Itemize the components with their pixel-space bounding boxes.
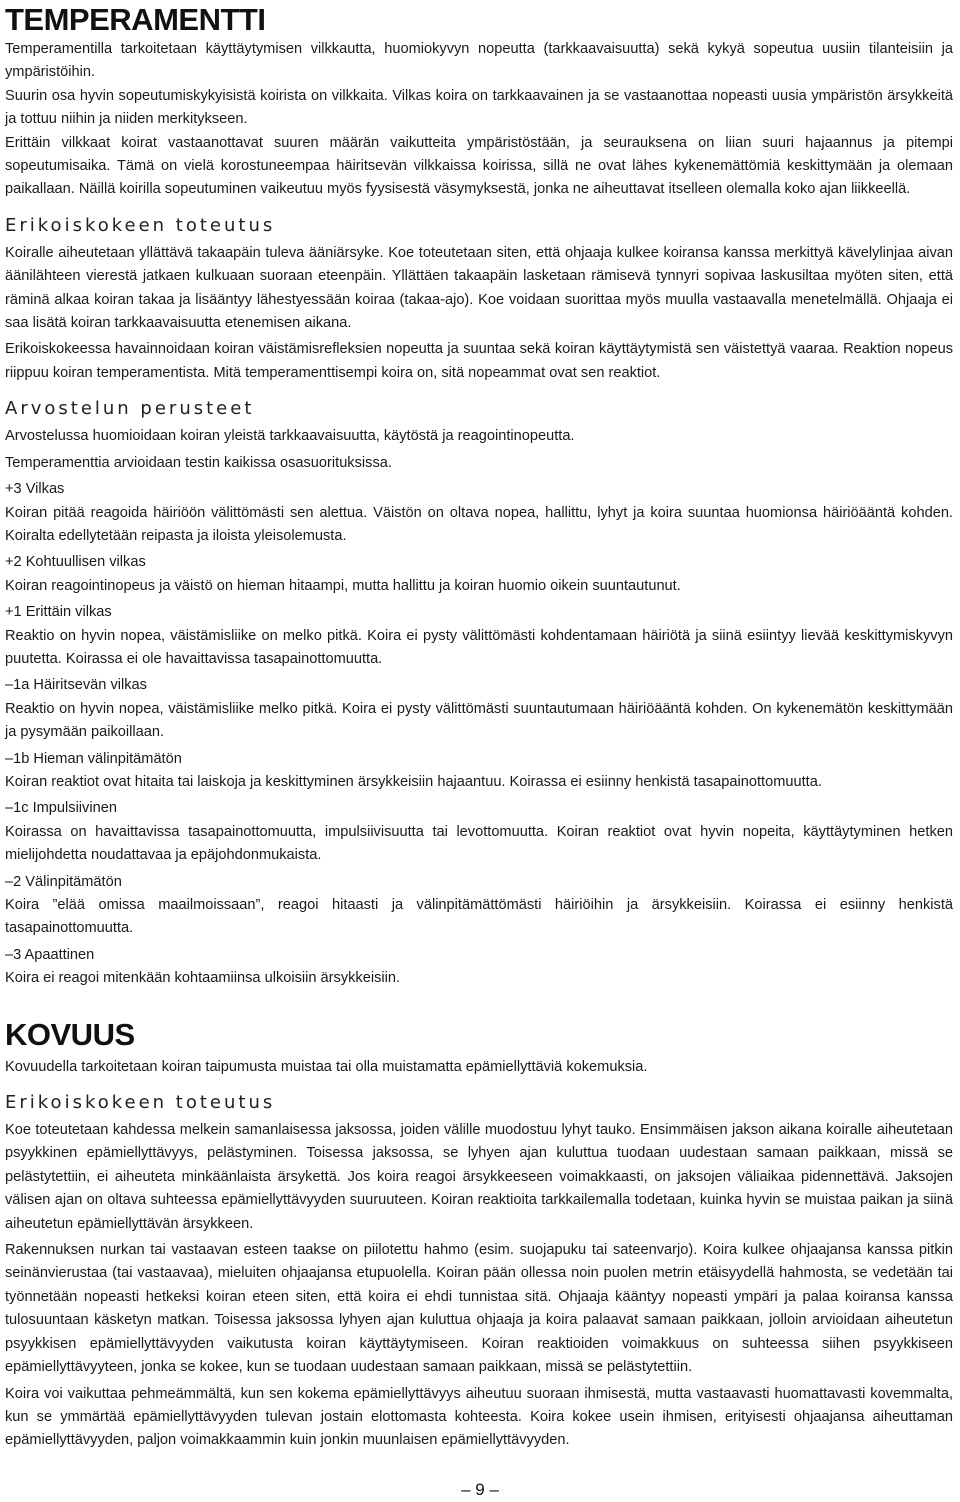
paragraph: Rakennuksen nurkan tai vastaavan esteen taakse on piilotettu hahmo (esim. suojapuku tai sateenvarjo). Koira kulkee ohjaajansa kanssa pitkin seinänvierustaa (tai vastaavaa), mieluiten ohjaajansa etupuolella. Koiran pään ollessa noin puolen metrin etäisyydellä hahmosta, se vedetään tai työnnetään nopeasti hetkeksi koiran eteen siten, että koira ei ehdi tunnistaa sitä. Ohjaaja kääntyy nopeasti ympäri ja palaa koiransa kanssa tulosuuntaan käsketyn matkan. Toisessa jaksossa lyhyen ajan kuluttua ohjaaja ja koira palaavat samaan paikkaan, jolloin arvioidaan aiheutetun psyykkisen epämiellyttävyyden vaikutusta koiran käyttäytymiseen. Koiran reaktioiden voimakkuus on suhteessa siihen psyykkiseen epämiellyttävyyteen, jonka se kokee, kun se tuodaan uudestaan samaan paikkaan, missä se pelästytettiin. bbox=[5, 1242, 953, 1376]
paragraph: Suurin osa hyvin sopeutumiskykyisistä koirista on vilkkaita. Vilkas koira on tarkkaavainen ja se vastaanottaa nopeasti uusia ympäristön ärsykkeitä ja tottuu niihin ja niiden merkitykseen. bbox=[5, 87, 953, 128]
subheading-toteutus: Erikoiskokeen toteutus bbox=[5, 1092, 276, 1114]
grade-label: –1c Impulsiivinen bbox=[5, 800, 117, 817]
page-number: – 9 – bbox=[461, 1480, 499, 1499]
grade-text: Koirassa on havaittavissa tasapainottomuutta, impulsiivisuutta tai levottomuutta. Koiran reaktiot ovat hyvin nopeita, käyttäytyminen hetken mielijohdetta noudattavaa ja epäjohdonmukaista. bbox=[5, 823, 953, 864]
grade-label: –1a Häiritsevän vilkas bbox=[5, 677, 147, 694]
grade-text: Reaktio on hyvin nopea, väistämisliike on melko pitkä. Koira ei pysty välittömästi kohdentamaan häiriötä ja siinä esiintyy lievää keskittymiskyvyn puutetta. Koirassa ei ole havaittavissa tasapainottomuutta. bbox=[5, 627, 953, 667]
grade-label: +3 Vilkas bbox=[5, 481, 65, 498]
grade-label: –3 Apaattinen bbox=[5, 946, 95, 963]
intro-paragraph: Kovuudella tarkoitetaan koiran taipumusta muistaa tai olla muistamatta epämiellyttäviä kokemuksia. bbox=[5, 1058, 648, 1075]
paragraph: Erittäin vilkkaat koirat vastaanottavat suuren määrän vaikutteita ympäristöstään, ja seurauksena on liian suuri hajaannus ja pitempi sopeutumisaika. Tämä on vielä korostuneempaa häiritsevän vilkkaissa koirissa, sillä ne ovat lähes kykenemättömiä keskittymään ja olemaan paikallaan. Näillä koirilla sopeutuminen vaikeutuu myös fyysisestä väsymyksestä, jonka ne aiheuttavat itselleen olemalla koko ajan liikkeellä. bbox=[5, 134, 953, 198]
grade-label: +1 Erittäin vilkas bbox=[5, 604, 112, 621]
grade-text: Koiran reaktiot ovat hitaita tai laiskoja ja keskittyminen ärsykkeisiin hajaantuu. Koirassa ei esiinny henkistä tasapainottomuutta. bbox=[5, 773, 822, 790]
grade-text: Koiran pitää reagoida häiriöön välittömästi sen alettua. Väistön on oltava nopea, hallittu, lyhyt ja koira suuntaa huomionsa häiriöääntä kohden. Koiralta edellytetään reipasta ja iloista yleisolemusta. bbox=[5, 504, 953, 544]
grade-text: Koiran reagointinopeus ja väistö on hieman hitaampi, mutta hallittu ja koiran huomio oikein suuntautunut. bbox=[5, 577, 681, 594]
section-title-temperamentti: TEMPERAMENTTI bbox=[5, 2, 266, 37]
paragraph: Arvostelussa huomioidaan koiran yleistä tarkkaavaisuutta, käytöstä ja reagointinopeutta. bbox=[5, 428, 575, 445]
intro-paragraph: Temperamentilla tarkoitetaan käyttäytymisen vilkkautta, huomiokyvyn nopeutta (tarkkaavaisuutta) sekä kykyä sopeutua uusiin tilanteisiin ja ympäristöihin. bbox=[5, 41, 953, 81]
subheading-toteutus: Erikoiskokeen toteutus bbox=[5, 214, 276, 236]
paragraph: Koira voi vaikuttaa pehmeämmältä, kun sen kokema epämiellyttävyys aiheutuu suoraan ihmisestä, mutta vastaavasti huomattavasti kovemmalta, kun se ymmärtää epämiellyttävyyden tulevan jostain elottomasta kohteesta. Koira kokee usein ihmisen, erityisesti ohjaajansa aiheuttaman epämiellyttävyyden, paljon voimakkaammin kuin jonkin muunlaisen epämiellyttävyyden. bbox=[5, 1385, 953, 1449]
grade-label: –2 Välinpitämätön bbox=[5, 873, 122, 890]
grade-label: –1b Hieman välinpitämätön bbox=[5, 750, 182, 767]
grade-label: +2 Kohtuullisen vilkas bbox=[5, 554, 146, 571]
grade-text: Reaktio on hyvin nopea, väistämisliike melko pitkä. Koira ei pysty välittömästi suuntautumaan häiriöääntä kohden. On kykenemätön keskittymään ja pysymään paikoillaan. bbox=[5, 700, 953, 741]
paragraph: Koiralle aiheutetaan yllättävä takaapäin tuleva ääniärsyke. Koe toteutetaan siten, että ohjaaja kulkee koiransa kanssa merkittyä kävelylinjaa aivan äänilähteen vierestä jatkaen kulkuaan suoraan eteenpäin. Yllättäen takaapäin lasketaan rämisevä tynnyri sopivaa laskusiltaa myöten siten, että räminä alkaa koiran takaa ja lisääntyy lähestyessään koiraa (takaa-ajo). Koe voidaan suorittaa myös muulla vastaavalla menetelmällä. Ohjaaja ei saa lisätä koiran tarkkaavaisuutta etenemisen aikana. bbox=[5, 244, 953, 332]
grade-text: Koira ”elää omissa maailmoissaan”, reagoi hitaasti ja välinpitämättömästi häiriöihin ja ärsykkeisiin. Koirassa ei esiinny henkistä tasapainottomuutta. bbox=[5, 897, 953, 937]
grade-text: Koira ei reagoi mitenkään kohtaamiinsa ulkoisiin ärsykkeisiin. bbox=[5, 970, 401, 987]
paragraph: Erikoiskokeessa havainnoidaan koiran väistämisrefleksien nopeutta ja suuntaa sekä koiran käyttäytymistä sen väistettyä vaaraa. Reaktion nopeus riippuu koiran temperamentista. Mitä temperamenttisempi koira on, sitä nopeammat ovat sen reaktiot. bbox=[5, 341, 953, 381]
paragraph: Temperamenttia arvioidaan testin kaikissa osasuorituksissa. bbox=[5, 454, 392, 471]
paragraph: Koe toteutetaan kahdessa melkein samanlaisessa jaksossa, joiden välille muodostuu lyhyt tauko. Ensimmäisen jakson aikana koiralle aiheutetaan psyykkinen epämiellyttävyys, pelästyminen. Toisessa jaksossa, se lyhyen ajan kuluttua tuodaan uudestaan samaan paikkaan, missä se pelästytettiin, ei aiheuteta minkäänlaista ärsykettä. Jos koira reagoi ärsykkeeseen voimakkaasti, on jaksojen väliaikaa pidennettävä. Jaksojen välisen ajan on oltava suhteessa epämiellyttävyyden suuruuteen. Koiran reaktioita tarkkailemalla todetaan, kuinka hyvin se muistaa paikan ja siinä aiheutetun epämiellyttävän ärsykkeen. bbox=[5, 1122, 953, 1232]
subheading-arvostelu: Arvostelun perusteet bbox=[5, 398, 255, 420]
document-page bbox=[5, 0, 953, 1453]
section-title-kovuus: KOVUUS bbox=[5, 1016, 135, 1052]
